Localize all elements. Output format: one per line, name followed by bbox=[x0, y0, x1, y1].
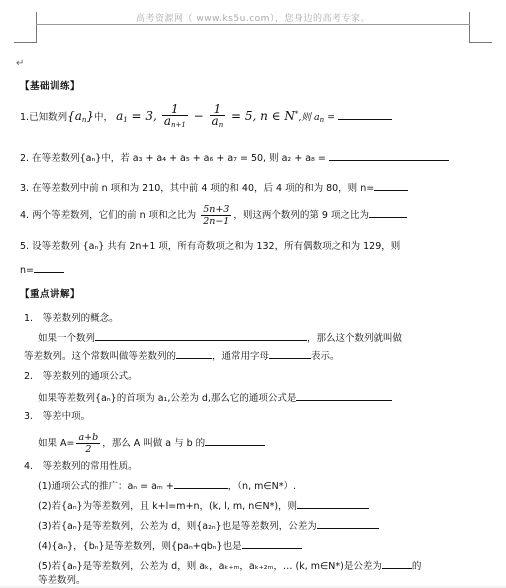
q3-answer-blank[interactable] bbox=[374, 180, 408, 191]
q2-text: 2. 在等差数列{aₙ}中，若 a₃ + a₄ + a₅ + a₆ + a₇ = 50, 则 a₂ + a₈ = bbox=[20, 153, 329, 164]
key-item-1-line-1 bbox=[38, 330, 402, 346]
question-1 bbox=[20, 104, 392, 131]
q5-answer-blank[interactable] bbox=[34, 262, 64, 273]
q1-prefix: 1.已知数列 bbox=[20, 112, 68, 123]
item1-blank-letter[interactable] bbox=[269, 348, 311, 359]
q1-fraction-1 bbox=[162, 104, 188, 131]
q1-eq3: = 3, bbox=[127, 109, 157, 123]
item1-blank-term[interactable] bbox=[176, 348, 212, 359]
key-item-4-property-5 bbox=[38, 558, 421, 574]
key-item-4-title: 4． 等差数列的常用性质。 bbox=[24, 461, 138, 472]
q1-frac1-den: a bbox=[163, 114, 172, 128]
q3-text: 3. 在等差数列中前 n 项和为 210，其中前 4 项的和 40，后 4 项的和为 80，则 n= bbox=[20, 183, 375, 194]
q1-tail-sub: n bbox=[319, 116, 325, 124]
q5-line2-text: n= bbox=[20, 265, 34, 276]
q4-fraction bbox=[201, 204, 231, 227]
question-5-line-2 bbox=[20, 262, 64, 278]
item3-l1-a: 如果 A= bbox=[38, 438, 75, 449]
q1-frac2-den-sub: n bbox=[218, 121, 224, 129]
q1-frac1-num: 1 bbox=[162, 104, 188, 116]
item1-l1-b: ，那么这个数列就叫做 bbox=[307, 333, 403, 344]
p2-blank[interactable] bbox=[297, 498, 369, 509]
section-title-basic: 【基础训练】 bbox=[20, 81, 81, 92]
item1-l1-a: 如果一个数列 bbox=[38, 333, 96, 344]
q1-mid: 中， bbox=[94, 112, 114, 123]
item3-fraction bbox=[76, 432, 100, 455]
question-4 bbox=[20, 204, 407, 227]
key-item-1-title: 1． 等差数列的概念。 bbox=[24, 313, 119, 324]
key-item-4-property-2 bbox=[38, 498, 369, 514]
q2-answer-blank[interactable] bbox=[329, 150, 449, 161]
p1-b: ，（n, m∈N*）. bbox=[227, 481, 297, 492]
q1-a1-sub: 1 bbox=[123, 116, 128, 124]
section-title-key: 【重点讲解】 bbox=[20, 289, 81, 300]
key-item-4-property-1 bbox=[38, 478, 296, 494]
p5-blank[interactable] bbox=[382, 558, 412, 569]
paragraph-mark: ↵ bbox=[16, 58, 25, 69]
key-item-4-property-5-line-2: 等差数列。 bbox=[38, 575, 86, 586]
q1-frac2-num: 1 bbox=[210, 104, 226, 116]
item1-l2-a: 等差数列。这个常数叫做等差数列的 bbox=[24, 351, 177, 362]
item1-blank-definition[interactable] bbox=[95, 330, 307, 341]
key-item-1-line-2 bbox=[24, 348, 340, 364]
p2-a: (2)若{aₙ}为等差数列，且 k+l=m+n，(k, l, m, n∈N*)，则 bbox=[38, 501, 298, 512]
header-rule bbox=[36, 24, 470, 25]
q1-a1: a bbox=[116, 109, 124, 123]
q4-frac-num: 5n+3 bbox=[203, 204, 230, 215]
question-2 bbox=[20, 150, 449, 166]
q4-prefix: 4. 两个等差数列，它们的前 n 项和之比为 bbox=[20, 210, 197, 221]
q1-frac1-den-sub: n+1 bbox=[171, 121, 186, 129]
key-item-3-title: 3． 等差中项。 bbox=[24, 411, 91, 422]
p5-b: 的 bbox=[411, 561, 422, 572]
p5-a: (5)若{aₙ}是等差数列，公差为 d，则 aₖ，aₖ₊ₘ，aₖ₊₂ₘ，… (k, m∈N*)是公差为 bbox=[38, 561, 382, 572]
q1-frac2-den: a bbox=[211, 114, 219, 128]
item1-l2-b: ，通常用字母 bbox=[212, 351, 270, 362]
key-item-4-property-3 bbox=[38, 518, 379, 534]
p3-blank[interactable] bbox=[317, 518, 379, 529]
q1-answer-blank[interactable] bbox=[338, 109, 392, 120]
question-5-line-1: 5. 设等差数列 {aₙ} 共有 2n+1 项，所有奇数项之和为 132，所有偶数项之和为 129，则 bbox=[20, 241, 401, 252]
key-item-2-title: 2． 等差数列的通项公式。 bbox=[24, 371, 138, 382]
item3-blank[interactable] bbox=[205, 435, 265, 446]
q4-frac-den: 2n−1 bbox=[203, 216, 230, 227]
q1-seq: {a bbox=[67, 109, 82, 123]
q1-minus: − bbox=[189, 109, 208, 123]
q1-fraction-2 bbox=[210, 104, 226, 131]
p1-blank[interactable] bbox=[174, 478, 228, 489]
key-item-4-property-4 bbox=[38, 538, 302, 554]
q1-seq-close: } bbox=[86, 109, 95, 123]
q1-star: * bbox=[294, 110, 299, 118]
key-item-2-line-1 bbox=[38, 390, 392, 406]
page-header-text: 高考资源网（ www.ks5u.com），您身边的高考专家。 bbox=[136, 14, 370, 24]
item3-frac-num: a+b bbox=[78, 432, 99, 443]
key-item-3-line-1 bbox=[38, 432, 265, 455]
q1-tail-eq: = bbox=[324, 112, 339, 123]
q1-seq-sub: n bbox=[81, 116, 87, 124]
item2-l1: 如果等差数列{aₙ}的首项为 a₁,公差为 d,那么它的通项公式是 bbox=[38, 393, 297, 404]
item2-blank-formula[interactable] bbox=[296, 390, 392, 401]
q1-tail: ,则 a bbox=[298, 112, 320, 123]
p3-a: (3)若{aₙ}是等差数列，公差为 d，则{a₂ₙ}也是等差数列，公差为 bbox=[38, 521, 317, 532]
item3-frac-den: 2 bbox=[85, 444, 92, 455]
q4-tail: ，则这两个数列的第 9 项之比为 bbox=[233, 210, 369, 221]
item1-l2-c: 表示。 bbox=[311, 351, 340, 362]
q4-answer-blank[interactable] bbox=[369, 207, 407, 218]
p1-a: (1)通项公式的推广：aₙ = aₘ + bbox=[38, 481, 174, 492]
item3-l1-b: ，那么 A 叫做 a 与 b 的 bbox=[102, 438, 206, 449]
q1-eq5: = 5, n ∈ N bbox=[227, 109, 295, 123]
p4-blank[interactable] bbox=[242, 538, 302, 549]
p4-a: (4){aₙ}，{bₙ}是等差数列，则{paₙ+qbₙ}也是 bbox=[38, 541, 242, 552]
question-3 bbox=[20, 180, 408, 196]
